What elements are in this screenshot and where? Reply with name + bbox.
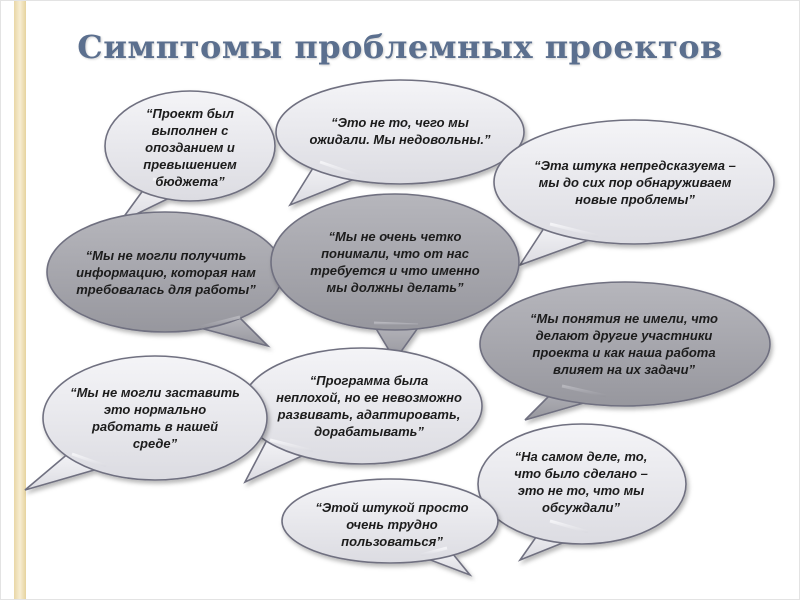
bubble-text-7: “Мы не могли заставить это нормально работать в нашей среде” — [70, 385, 240, 451]
bubble-text-8: “Программа была неплохой, но ее невозможно развивать, адаптировать, дорабатывать” — [276, 373, 462, 439]
bubble-text-5: “Мы не очень четко понимали, что от нас требуется и что именно мы должны делать” — [310, 229, 480, 295]
slide-title: Симптомы проблемных проектов — [77, 28, 723, 66]
bubble-text-3: “Эта штука непредсказуема – мы до сих пор обнаруживаем новые проблемы” — [534, 157, 736, 207]
bubble-text-4: “Мы не могли получить информацию, которая нам требовалась для работы” — [76, 247, 256, 297]
bubble-text-9: “На самом деле, то, что было сделано – это не то, что мы обсуждали” — [514, 449, 648, 515]
bubble-text-1: “Проект был выполнен с опозданием и превышением бюджета” — [143, 105, 237, 189]
bubble-text-2: “Это не то, чего мы ожидали. Мы недовольны.” — [309, 115, 491, 147]
bubble-text-6: “Мы понятия не имели, что делают другие участники проекта и как наша работа влияет на их задачи” — [530, 311, 718, 377]
bubble-text-10: “Этой штукой просто очень трудно пользоваться” — [315, 499, 469, 549]
